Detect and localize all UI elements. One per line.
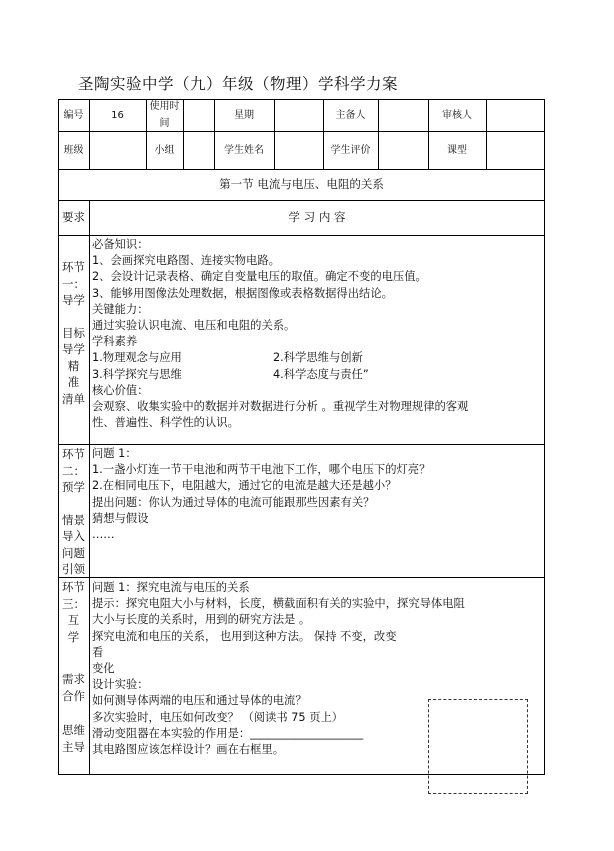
text-line: 变化 bbox=[92, 662, 115, 676]
text-line: 设计实验： bbox=[92, 678, 149, 692]
weekday-value[interactable] bbox=[274, 99, 323, 131]
text-line: 问题 1：探究电流与电压的关系 bbox=[92, 581, 250, 594]
section-title: 第一节 电流与电压、电阻的关系 bbox=[219, 177, 384, 191]
text-line: 其电路图应该怎样设计？画在右框里。 bbox=[92, 743, 285, 757]
link1-content bbox=[89, 237, 544, 431]
text-line: 性、普遍性、科学性的认识。 bbox=[92, 416, 239, 430]
lesson-type-value[interactable] bbox=[486, 131, 545, 169]
weekday-label: 星期 bbox=[234, 109, 254, 121]
text-line: 问题 1： bbox=[92, 447, 137, 460]
code-value: 16 bbox=[111, 109, 124, 121]
code-label: 编号 bbox=[63, 109, 84, 121]
text-line: 滑动变阻器在本实验的作用是：____________________ bbox=[92, 726, 364, 740]
preparer-value[interactable] bbox=[378, 99, 428, 131]
reviewer-label: 审核人 bbox=[442, 109, 472, 121]
text-line: …… bbox=[92, 528, 115, 542]
lesson-type-label: 课型 bbox=[447, 144, 467, 156]
link2-content bbox=[89, 446, 544, 543]
text-line: 2.在相同电压下，电阻越大，通过它的电流是越大还是越小？ bbox=[92, 479, 397, 493]
literacy-row: 3.科学探究与思维 4.科学态度与责任” bbox=[92, 367, 369, 381]
text-line: 提出问题：你认为通过导体的电流可能跟那些因素有关？ bbox=[92, 495, 375, 509]
text-line: 多次实验时，电压如何改变？ （阅读书 75 页上） bbox=[92, 710, 344, 724]
text-line: 1、会画探究电路图、连接实物电路。 bbox=[92, 254, 280, 268]
class-label: 班级 bbox=[63, 144, 84, 156]
group-value[interactable] bbox=[183, 131, 214, 169]
literacy-row: 1.物理观念与应用 2.科学思维与创新 bbox=[92, 351, 363, 365]
text-line: 必备知识： bbox=[92, 238, 149, 251]
class-value[interactable] bbox=[89, 131, 146, 169]
circuit-drawing-box[interactable] bbox=[428, 699, 528, 794]
text-line: 关键能力： bbox=[92, 302, 149, 316]
text-line: 提示：探究电阻大小与材料，长度，横截面积有关的实验中，探究导体电阻 bbox=[92, 597, 465, 611]
text-line: 1.一盏小灯连一节干电池和两节干电池下工作，哪个电压下的灯亮？ bbox=[92, 463, 431, 477]
text-line: 2、会设计记录表格、确定自变量电压的取值。确定不变的电压值。 bbox=[92, 270, 427, 284]
text-line: 看 bbox=[92, 645, 104, 659]
text-line: 如何测导体两端的电压和通过导体的电流？ bbox=[92, 694, 307, 708]
text-line: 核心价值： bbox=[92, 383, 149, 397]
preparer-label: 主备人 bbox=[335, 109, 366, 121]
text-line: 会观察、收集实验中的数据并对数据进行分析 。重视学生对物理规律的客观 bbox=[92, 400, 469, 414]
reviewer-value[interactable] bbox=[486, 99, 545, 131]
content-header: 学 习 内 容 bbox=[288, 210, 346, 224]
student-eval-value[interactable] bbox=[378, 131, 428, 169]
text-line: 大小与长度的关系时，用到的研究方法是 。 bbox=[92, 613, 311, 627]
text-line: 3、能够用图像法处理数据，根据图像或表格数据得出结论。 bbox=[92, 286, 393, 300]
text-line: 猜想与假设 bbox=[92, 511, 149, 525]
link1-label: 环节 一： 导学 目标 导学 精 准 清单 bbox=[62, 260, 85, 406]
requirement-label: 要求 bbox=[62, 210, 85, 224]
text-line: 探究电流和电压的关系， 也用到这种方法。 保持 不变，改变 bbox=[92, 629, 397, 643]
use-time-value[interactable] bbox=[183, 99, 214, 131]
text-line: 学科素养 bbox=[92, 335, 138, 349]
lesson-table bbox=[58, 99, 545, 775]
link2-label: 环节 二： 预学 情景 导入 问题 引领 bbox=[62, 447, 85, 576]
group-label: 小组 bbox=[154, 144, 175, 156]
student-name-label: 学生姓名 bbox=[224, 144, 264, 156]
student-eval-label: 学生评价 bbox=[330, 144, 371, 156]
document-title: 圣陶实验中学（九）年级（物理）学科学力案 bbox=[78, 75, 399, 93]
text-line: 通过实验认识电流、电压和电阻的关系。 bbox=[92, 319, 296, 333]
use-time-label: 使用时间 bbox=[149, 101, 180, 129]
student-name-value[interactable] bbox=[274, 131, 323, 169]
link3-label: 环节 三：互 学 需求 合作 思维 主导 bbox=[62, 580, 85, 754]
